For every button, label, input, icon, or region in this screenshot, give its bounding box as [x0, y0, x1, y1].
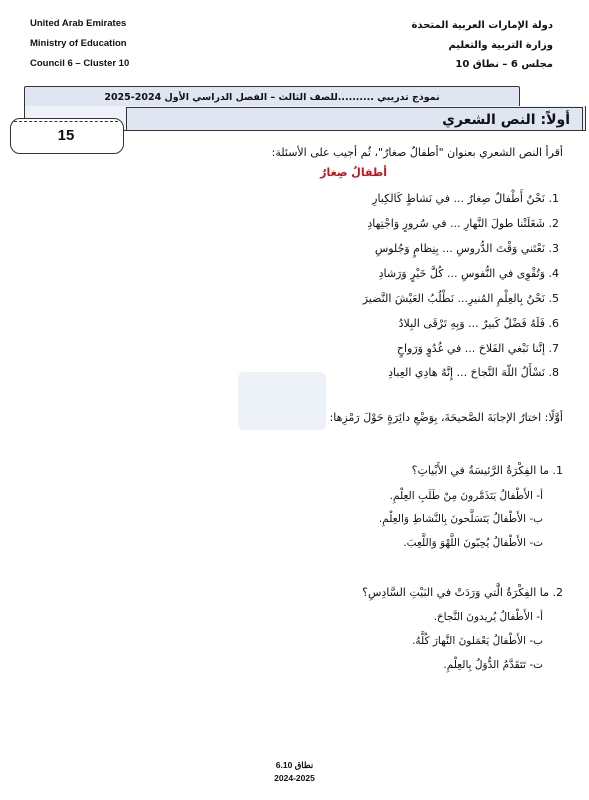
header-ministry-ar: وزارة التربية والتعليم: [448, 40, 553, 51]
question-2-option-b[interactable]: ب- الأَطْفالُ يَعْمَلونَ النَّهارَ كُلَّهُ.: [412, 635, 543, 647]
section-title: أولاً: النص الشعري: [126, 107, 583, 131]
score-value: 15: [57, 127, 75, 144]
header-council-ar: مجلس 6 – نطاق 10: [455, 59, 553, 70]
question-1-option-a[interactable]: أ- الأَطْفالُ يَتَذَمَّرونَ مِنْ طَلَبِ العِلْمِ.: [389, 490, 543, 502]
header-uae-ar: دولة الإمارات العربية المتحدة: [411, 20, 553, 31]
reading-instruction: أقرأ النص الشعري بعنوان "أطفالٌ صغارٌ"، ثُم أجيب على الأسئلة:: [271, 146, 563, 159]
poem-verse: 6. فَلَهُ فَضْلٌ كَبيرٌ ... وَبِهِ تَرْقَى البِلادُ: [398, 317, 559, 330]
poem-verse: 2. شَغَلَتْنا طولَ النَّهارِ ... في سُرورٍ وَاجْتِهادِ: [367, 217, 559, 230]
question-2: 2. ما الفِكْرَةُ الَّتي وَرَدَتْ في البَيْتِ السَّادِسِ؟: [362, 586, 563, 599]
header-ministry-en: Ministry of Education: [30, 38, 127, 49]
question-1-option-c[interactable]: ت- الأَطْفالُ يُحِبّونَ اللَّهْوَ وَاللَّعِبَ.: [403, 537, 543, 549]
poem-verse: 3. نَعْتَني وَقْتَ الدُّروسِ ... بِنِظامٍ وَجُلوسِ: [374, 242, 559, 255]
footer-year: 2024-2025: [274, 773, 315, 783]
question-2-option-a[interactable]: أ- الأَطْفالُ يُريدونَ النَّجاحَ.: [433, 611, 543, 623]
poem-verse: 5. نَحْنُ بِالعِلْمِ المُنيرِ... نَطْلُبُ العَيْشَ النَّضيرَ: [362, 292, 559, 305]
question-2-option-c[interactable]: ت- تَتَقَدَّمُ الدُّوَلُ بِالعِلْمِ.: [443, 659, 543, 671]
question-1: 1. ما الفِكْرَةُ الرَّئيسَةُ في الأَبْياتِ؟: [411, 464, 563, 477]
poem-verse: 8. نَسْأَلُ اللّهَ النَّجاحَ ... إِنَّهُ هادِي العِبادِ: [388, 366, 559, 379]
footer-cluster: نطاق 6.10: [275, 760, 314, 770]
question-1-option-b[interactable]: ب- الأَطْفالُ يَتَسَلَّحونَ بِالنَّشاطِ وَالعِلْمِ.: [378, 513, 543, 525]
exam-banner: نموذج تدريبي ..........للصف الثالث – الفصل الدراسي الأول 2024-2025: [24, 86, 520, 109]
poem-verse: 7. إنَّنا نَبْغي الفَلاحَ ... في غُدُوٍ وَرَواحٍ: [396, 342, 559, 355]
header-uae-en: United Arab Emirates: [30, 18, 127, 29]
poem-verse: 1. نَحْنُ أَطْفالٌ صِغارٌ ... في نَشاطٍ كَالكِبارِ: [372, 192, 559, 205]
questions-instruction: أوَّلًا: اختارُ الإجابَةَ الصَّحيحَةَ، بِوَضْعِ دائِرَةٍ حَوْلَ رَمْزِها:: [329, 411, 563, 424]
poem-verse: 4. وَتُقْوِى في النُّفوسِ ... كُلَّ خَيْرٍ وَرَشادِ: [378, 267, 559, 280]
header-council-en: Council 6 – Cluster 10: [30, 58, 130, 69]
poem-title: أطفالٌ صِغارٌ: [320, 166, 387, 179]
watermark-logo: [238, 372, 326, 430]
